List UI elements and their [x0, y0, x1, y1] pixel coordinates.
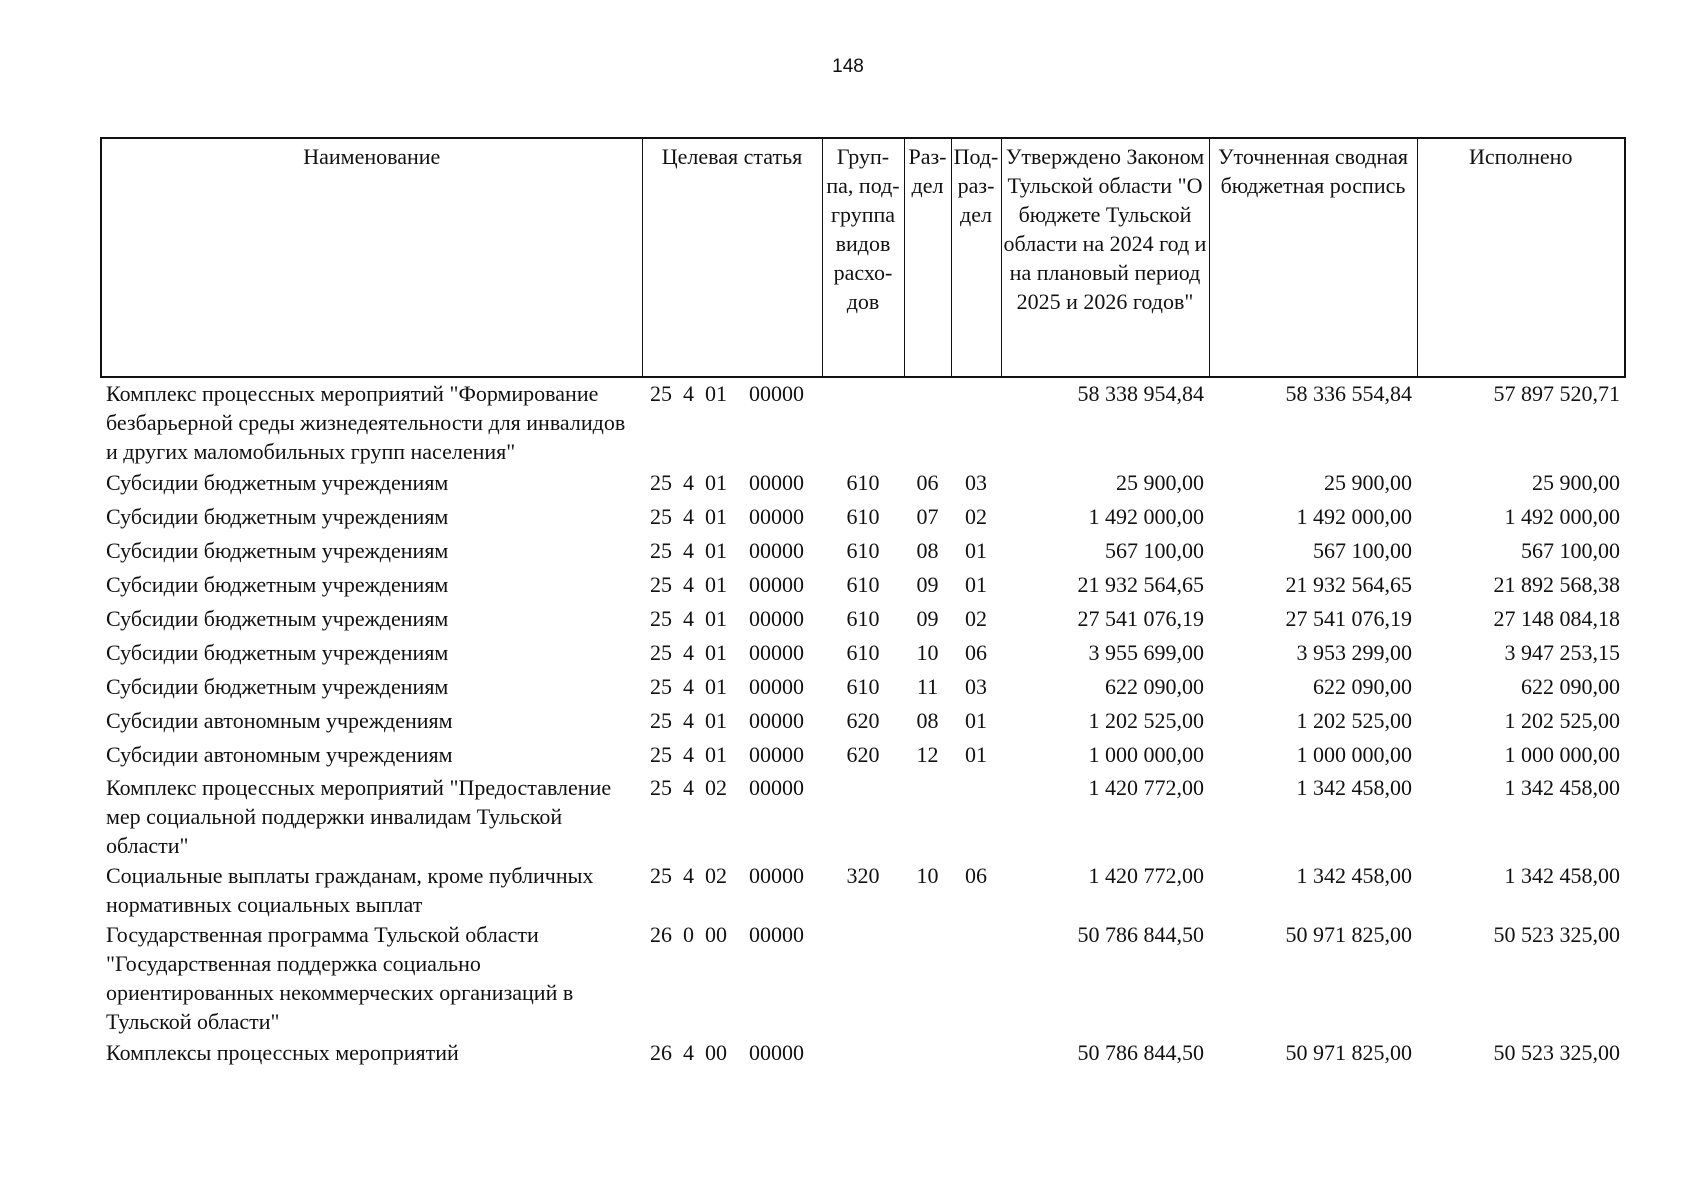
cell-section: 09 — [916, 572, 939, 597]
cell-section: 11 — [916, 674, 939, 699]
cell-group: 610 — [846, 538, 880, 563]
header-section: Раз-дел — [904, 138, 951, 377]
cell-name: Субсидии бюджетным учреждениям — [106, 504, 449, 529]
cell-group: 610 — [846, 572, 880, 597]
table-row — [101, 377, 1625, 466]
cell-approved: 1 202 525,00 — [1088, 708, 1204, 733]
header-target: Целевая статья — [642, 138, 822, 377]
cell-subsection: 01 — [965, 538, 987, 563]
cell-subsection — [951, 919, 1001, 1036]
table-row — [101, 860, 1625, 919]
page-number: 148 — [832, 56, 864, 77]
cell-name: Субсидии бюджетным учреждениям — [106, 572, 449, 597]
cell-approved: 567 100,00 — [1105, 538, 1204, 563]
cell-name: Субсидии бюджетным учреждениям — [106, 606, 449, 631]
cell-executed: 25 900,00 — [1532, 470, 1620, 495]
cell-approved: 50 786 844,50 — [1077, 1040, 1204, 1065]
cell-revised: 27 541 076,19 — [1285, 606, 1412, 631]
cell-revised: 50 971 825,00 — [1285, 1040, 1412, 1065]
cell-section — [904, 1036, 951, 1070]
cell-subsection — [951, 1036, 1001, 1070]
cell-executed: 27 148 084,18 — [1493, 606, 1620, 631]
cell-subsection: 02 — [965, 504, 987, 529]
cell-target: 25 4 01 00000 — [650, 538, 804, 563]
cell-section: 06 — [916, 470, 939, 495]
cell-revised: 25 900,00 — [1324, 470, 1412, 495]
cell-approved: 1 420 772,00 — [1088, 863, 1204, 888]
cell-name: Субсидии бюджетным учреждениям — [106, 470, 449, 495]
cell-name: Субсидии бюджетным учреждениям — [106, 538, 449, 563]
cell-target: 25 4 01 00000 — [650, 381, 804, 406]
cell-executed: 1 342 458,00 — [1504, 863, 1620, 888]
cell-group — [822, 919, 904, 1036]
cell-subsection: 06 — [965, 863, 987, 888]
table-row — [101, 738, 1625, 772]
table-row — [101, 1036, 1625, 1070]
budget-table — [100, 137, 1626, 1070]
cell-executed: 50 523 325,00 — [1493, 1040, 1620, 1065]
table-header-row — [101, 138, 1625, 377]
cell-section — [904, 772, 951, 860]
cell-approved: 1 000 000,00 — [1088, 742, 1204, 767]
cell-approved: 58 338 954,84 — [1077, 381, 1204, 406]
table-row — [101, 500, 1625, 534]
cell-subsection: 01 — [965, 708, 987, 733]
cell-name: Комплекс процессных мероприятий "Предоставление мер социальной поддержки инвалидам Тульской области" — [106, 775, 612, 858]
cell-target: 25 4 01 00000 — [650, 742, 804, 767]
cell-executed: 567 100,00 — [1521, 538, 1620, 563]
cell-approved: 27 541 076,19 — [1077, 606, 1204, 631]
cell-section: 10 — [916, 863, 939, 888]
header-approved: Утверждено Законом Тульской области "О бюджете Тульской области на 2024 год и на плановый период 2025 и 2026 годов" — [1001, 138, 1209, 377]
cell-target: 25 4 01 00000 — [650, 572, 804, 597]
cell-group: 320 — [846, 863, 880, 888]
cell-name: Комплекс процессных мероприятий "Формирование безбарьерной среды жизнедеятельности для инвалидов и других маломобильных групп населения" — [106, 381, 626, 464]
cell-subsection: 02 — [965, 606, 987, 631]
header-subsection: Под-раз-дел — [951, 138, 1001, 377]
header-group: Груп-па, под-группа видов расхо-дов — [822, 138, 904, 377]
table-row — [101, 670, 1625, 704]
cell-group: 610 — [846, 674, 880, 699]
cell-subsection: 01 — [965, 572, 987, 597]
cell-subsection: 03 — [965, 674, 987, 699]
cell-revised: 622 090,00 — [1313, 674, 1412, 699]
cell-approved: 3 955 699,00 — [1088, 640, 1204, 665]
cell-target: 25 4 01 00000 — [650, 674, 804, 699]
table-row — [101, 534, 1625, 568]
table-body — [101, 377, 1625, 1070]
cell-executed: 21 892 568,38 — [1493, 572, 1620, 597]
header-revised: Уточненная сводная бюджетная роспись — [1209, 138, 1417, 377]
cell-section — [904, 377, 951, 466]
cell-target: 25 4 01 00000 — [650, 504, 804, 529]
cell-section: 09 — [916, 606, 939, 631]
cell-target: 25 4 01 00000 — [650, 708, 804, 733]
cell-group: 620 — [846, 708, 880, 733]
cell-approved: 50 786 844,50 — [1077, 922, 1204, 947]
cell-subsection — [951, 772, 1001, 860]
table-row — [101, 466, 1625, 500]
cell-subsection: 06 — [965, 640, 987, 665]
cell-target: 25 4 01 00000 — [650, 606, 804, 631]
cell-section: 12 — [916, 742, 939, 767]
cell-approved: 25 900,00 — [1116, 470, 1204, 495]
table-row — [101, 602, 1625, 636]
cell-revised: 1 342 458,00 — [1296, 775, 1412, 800]
cell-section: 10 — [916, 640, 939, 665]
cell-revised: 3 953 299,00 — [1296, 640, 1412, 665]
cell-revised: 1 492 000,00 — [1296, 504, 1412, 529]
cell-name: Субсидии автономным учреждениям — [106, 708, 453, 733]
cell-group: 610 — [846, 504, 880, 529]
cell-revised: 50 971 825,00 — [1285, 922, 1412, 947]
cell-revised: 567 100,00 — [1313, 538, 1412, 563]
table-row — [101, 919, 1625, 1036]
cell-section: 08 — [916, 708, 939, 733]
header-executed: Исполнено — [1417, 138, 1625, 377]
cell-executed: 3 947 253,15 — [1504, 640, 1620, 665]
cell-approved: 1 420 772,00 — [1088, 775, 1204, 800]
cell-target: 25 4 01 00000 — [650, 640, 804, 665]
cell-executed: 1 342 458,00 — [1504, 775, 1620, 800]
cell-executed: 57 897 520,71 — [1493, 381, 1620, 406]
cell-executed: 1 000 000,00 — [1504, 742, 1620, 767]
cell-group: 620 — [846, 742, 880, 767]
cell-name: Комплексы процессных мероприятий — [106, 1040, 459, 1065]
cell-group — [822, 377, 904, 466]
cell-target: 25 4 01 00000 — [650, 470, 804, 495]
cell-executed: 622 090,00 — [1521, 674, 1620, 699]
cell-revised: 1 000 000,00 — [1296, 742, 1412, 767]
cell-revised: 1 342 458,00 — [1296, 863, 1412, 888]
table-row — [101, 772, 1625, 860]
cell-target: 26 0 00 00000 — [650, 922, 804, 947]
cell-subsection: 03 — [965, 470, 987, 495]
cell-group: 610 — [846, 640, 880, 665]
cell-group — [822, 772, 904, 860]
cell-name: Субсидии бюджетным учреждениям — [106, 674, 449, 699]
table-row — [101, 636, 1625, 670]
cell-name: Социальные выплаты гражданам, кроме публичных нормативных социальных выплат — [106, 863, 594, 917]
cell-name: Субсидии бюджетным учреждениям — [106, 640, 449, 665]
cell-target: 26 4 00 00000 — [650, 1040, 804, 1065]
cell-approved: 21 932 564,65 — [1077, 572, 1204, 597]
cell-group: 610 — [846, 606, 880, 631]
cell-revised: 1 202 525,00 — [1296, 708, 1412, 733]
table-row — [101, 704, 1625, 738]
cell-group — [822, 1036, 904, 1070]
cell-approved: 622 090,00 — [1105, 674, 1204, 699]
cell-approved: 1 492 000,00 — [1088, 504, 1204, 529]
cell-name: Субсидии автономным учреждениям — [106, 742, 453, 767]
cell-name: Государственная программа Тульской области "Государственная поддержка социально ориентированных некоммерческих организаций в Тульской области" — [106, 922, 574, 1034]
cell-executed: 1 492 000,00 — [1504, 504, 1620, 529]
cell-section — [904, 919, 951, 1036]
cell-section: 07 — [916, 504, 939, 529]
cell-revised: 58 336 554,84 — [1285, 381, 1412, 406]
cell-executed: 50 523 325,00 — [1493, 922, 1620, 947]
cell-target: 25 4 02 00000 — [650, 863, 804, 888]
header-name: Наименование — [101, 138, 642, 377]
cell-executed: 1 202 525,00 — [1504, 708, 1620, 733]
cell-group: 610 — [846, 470, 880, 495]
cell-target: 25 4 02 00000 — [650, 775, 804, 800]
cell-section: 08 — [916, 538, 939, 563]
cell-subsection: 01 — [965, 742, 987, 767]
table-row — [101, 568, 1625, 602]
cell-subsection — [951, 377, 1001, 466]
cell-revised: 21 932 564,65 — [1285, 572, 1412, 597]
